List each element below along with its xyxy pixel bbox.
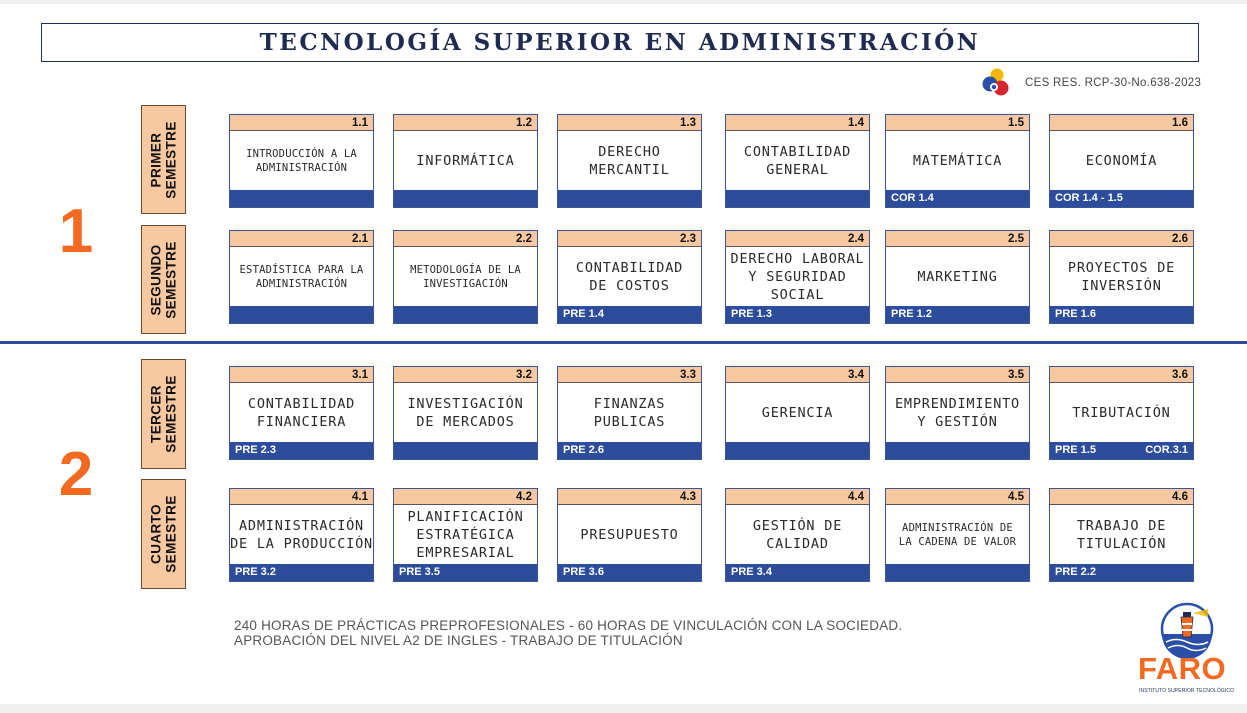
semester-label-segundo	[141, 225, 186, 334]
course-requirement-bar	[1050, 564, 1193, 581]
semester-label-cuarto	[141, 479, 186, 589]
course-name: DERECHO MERCANTIL	[589, 143, 670, 178]
course-name: CONTABILIDAD DE COSTOS	[575, 259, 684, 294]
course-card-2-4	[725, 230, 870, 324]
course-name: PLANIFICACIÓN ESTRATÉGICA EMPRESARIAL	[407, 508, 524, 561]
course-card-3-4	[725, 366, 870, 460]
course-code: 3.1	[230, 367, 373, 383]
course-name: INFORMÁTICA	[416, 152, 515, 169]
course-card-4-4	[725, 488, 870, 582]
level-divider	[0, 341, 1247, 344]
curriculum-page	[0, 4, 1247, 704]
course-name: PRESUPUESTO	[580, 526, 679, 543]
course-card-4-5	[885, 488, 1030, 582]
course-code: 2.6	[1050, 231, 1193, 247]
course-card-1-4	[725, 114, 870, 208]
course-card-2-3	[557, 230, 702, 324]
course-requirement-bar	[886, 306, 1029, 323]
course-code: 4.6	[1050, 489, 1193, 505]
course-name: CONTABILIDAD GENERAL	[743, 143, 852, 178]
course-code: 4.5	[886, 489, 1029, 505]
course-requirement-bar	[230, 190, 373, 207]
course-requirement: PRE 1.2	[891, 308, 932, 320]
course-requirement-bar	[1050, 306, 1193, 323]
course-code: 3.4	[726, 367, 869, 383]
course-card-3-6	[1049, 366, 1194, 460]
course-card-1-5	[885, 114, 1030, 208]
course-code: 2.1	[230, 231, 373, 247]
course-name: ADMINISTRACIÓN DE LA PRODUCCIÓN	[230, 517, 373, 552]
course-requirement-bar	[886, 564, 1029, 581]
course-requirement-bar	[394, 190, 537, 207]
course-card-4-1	[229, 488, 374, 582]
course-code: 3.6	[1050, 367, 1193, 383]
course-requirement-bar	[394, 442, 537, 459]
course-code: 3.5	[886, 367, 1029, 383]
course-requirement-bar	[726, 306, 869, 323]
course-code: 3.3	[558, 367, 701, 383]
course-code: 4.1	[230, 489, 373, 505]
course-name: TRABAJO DE TITULACIÓN	[1076, 517, 1167, 552]
course-name: CONTABILIDAD FINANCIERA	[247, 395, 356, 430]
course-requirement: PRE 1.3	[731, 308, 772, 320]
semester-label-text: CUARTO SEMESTRE	[148, 495, 179, 573]
level-1-number: 1	[58, 197, 94, 266]
course-card-3-5	[885, 366, 1030, 460]
course-requirement-bar	[726, 442, 869, 459]
course-name: EMPRENDIMIENTO Y GESTIÓN	[895, 395, 1020, 430]
course-requirement-bar	[230, 564, 373, 581]
semester-label-primer	[141, 105, 186, 214]
course-card-3-3	[557, 366, 702, 460]
course-name: INTRODUCCIÓN A LA ADMINISTRACIÓN	[246, 147, 357, 174]
course-card-1-3	[557, 114, 702, 208]
course-requirement: PRE 1.4	[563, 308, 604, 320]
course-card-4-2	[393, 488, 538, 582]
course-requirement: PRE 3.6	[563, 566, 604, 578]
course-card-1-1	[229, 114, 374, 208]
course-code: 1.6	[1050, 115, 1193, 131]
course-card-2-2	[393, 230, 538, 324]
course-card-1-6	[1049, 114, 1194, 208]
course-code: 2.3	[558, 231, 701, 247]
course-name: PROYECTOS DE INVERSIÓN	[1067, 259, 1176, 294]
page-title: TECNOLOGÍA SUPERIOR EN ADMINISTRACIÓN	[259, 29, 981, 56]
course-code: 2.2	[394, 231, 537, 247]
course-name: FINANZAS PUBLICAS	[593, 395, 666, 430]
course-requirement-bar	[558, 564, 701, 581]
course-name: GERENCIA	[761, 404, 834, 421]
course-name: TRIBUTACIÓN	[1072, 404, 1171, 421]
course-requirement: PRE 1.5	[1055, 444, 1096, 456]
course-requirement-bar	[558, 306, 701, 323]
course-requirement: COR 1.4 - 1.5	[1055, 192, 1123, 204]
semester-label-tercer	[141, 359, 186, 469]
footer-notes	[234, 618, 902, 648]
course-requirement: COR 1.4	[891, 192, 934, 204]
course-requirement: PRE 2.3	[235, 444, 276, 456]
course-card-3-1	[229, 366, 374, 460]
title-banner	[41, 23, 1199, 62]
course-name: ADMINISTRACIÓN DE LA CADENA DE VALOR	[898, 521, 1017, 548]
course-code: 1.5	[886, 115, 1029, 131]
course-name: ECONOMÍA	[1085, 152, 1158, 169]
course-name: DERECHO LABORAL Y SEGURIDAD SOCIAL	[730, 250, 865, 303]
course-card-4-3	[557, 488, 702, 582]
course-requirement-bar	[230, 442, 373, 459]
course-code: 3.2	[394, 367, 537, 383]
course-requirement: PRE 3.5	[399, 566, 440, 578]
course-card-3-2	[393, 366, 538, 460]
ces-resolution-text: CES RES. RCP-30-No.638-2023	[1025, 77, 1202, 89]
course-card-1-2	[393, 114, 538, 208]
course-name: MARKETING	[917, 268, 998, 285]
level-2-number: 2	[58, 440, 94, 509]
course-card-2-6	[1049, 230, 1194, 324]
course-code: 1.1	[230, 115, 373, 131]
course-code: 4.2	[394, 489, 537, 505]
course-code: 1.3	[558, 115, 701, 131]
course-requirement: PRE 1.6	[1055, 308, 1096, 320]
course-requirement-bar	[230, 306, 373, 323]
course-requirement-bar	[886, 190, 1029, 207]
course-requirement: PRE 3.4	[731, 566, 772, 578]
course-card-2-1	[229, 230, 374, 324]
course-requirement-bar	[394, 564, 537, 581]
course-code: 4.4	[726, 489, 869, 505]
semester-label-text: SEGUNDO SEMESTRE	[148, 240, 179, 319]
course-code: 1.4	[726, 115, 869, 131]
course-code: 1.2	[394, 115, 537, 131]
course-code: 2.5	[886, 231, 1029, 247]
course-card-2-5	[885, 230, 1030, 324]
course-name: GESTIÓN DE CALIDAD	[752, 517, 843, 552]
ces-logo-icon	[979, 66, 1015, 100]
course-requirement-bar	[558, 190, 701, 207]
footer-line-1: 240 HORAS DE PRÁCTICAS PREPROFESIONALES - 60 HORAS DE VINCULACIÓN CON LA SOCIEDAD.	[234, 618, 903, 633]
faro-logo	[1132, 600, 1242, 700]
course-requirement-bar	[886, 442, 1029, 459]
course-requirement-bar	[1050, 442, 1193, 459]
course-corequisite: COR.3.1	[1145, 444, 1188, 456]
course-requirement-bar	[726, 190, 869, 207]
course-name: INVESTIGACIÓN DE MERCADOS	[407, 395, 524, 430]
course-requirement: PRE 2.2	[1055, 566, 1096, 578]
course-requirement-bar	[1050, 190, 1193, 207]
course-name: METODOLOGÍA DE LA INVESTIGACIÓN	[410, 263, 521, 290]
faro-wordmark: FARO	[1138, 651, 1227, 686]
course-requirement: PRE 3.2	[235, 566, 276, 578]
semester-label-text: TERCER SEMESTRE	[148, 375, 179, 453]
course-code: 4.3	[558, 489, 701, 505]
semester-label-text: PRIMER SEMESTRE	[148, 120, 179, 199]
course-name: MATEMÁTICA	[912, 152, 1003, 169]
footer-line-2: APROBACIÓN DEL NIVEL A2 DE INGLES - TRABAJO DE TITULACIÓN	[234, 633, 683, 648]
faro-subtitle: INSTITUTO SUPERIOR TECNOLÓGICO	[1139, 688, 1235, 694]
course-requirement-bar	[726, 564, 869, 581]
course-requirement: PRE 2.6	[563, 444, 604, 456]
course-requirement-bar	[394, 306, 537, 323]
course-code: 2.4	[726, 231, 869, 247]
course-requirement-bar	[558, 442, 701, 459]
course-card-4-6	[1049, 488, 1194, 582]
ces-resolution	[979, 66, 1201, 100]
course-name: ESTADÍSTICA PARA LA ADMINISTRACIÓN	[239, 263, 364, 290]
